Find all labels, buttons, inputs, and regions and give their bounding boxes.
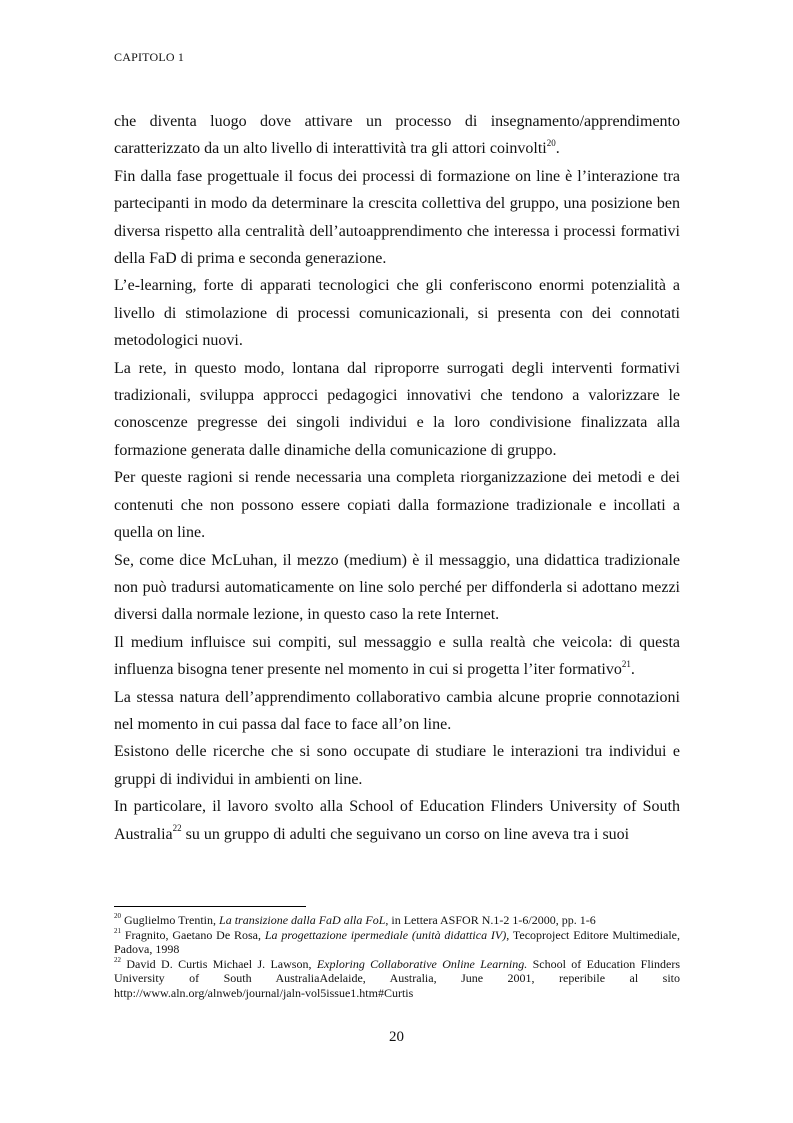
footnotes (114, 913, 680, 1000)
paragraph-4: La rete, in questo modo, lontana dal riproporre surrogati degli interventi formativi tradizionali, sviluppa approcci pedagogici innovativi che tendono a valorizzare le conoscenze pregresse dei singoli individui e la loro condivisione finalizzata alla formazione generata dalle dinamiche della comunicazione di gruppo. (114, 359, 680, 459)
page-number: 20 (389, 1029, 404, 1045)
paragraph-6: Se, come dice McLuhan, il mezzo (medium) è il messaggio, una didattica tradizionale non può tradursi automaticamente on line solo perché per diffonderla si adottano mezzi diversi dalla normale lezione, in questo caso la rete Internet. (114, 551, 680, 624)
paragraph-10: In particolare, il lavoro svolto alla School of Education Flinders University of South Australia$^{22}$ su un gruppo di adulti che seguivano un corso on line aveva tra i suoi (114, 798, 680, 843)
footnote-ref-20[interactable]: 20 (546, 138, 556, 149)
footnote-20: $^{20}$ Guglielmo Trentin, La transizione dalla FaD alla FoL, in Lettera ASFOR N.1-2 1-6/2000, pp. 1-6 (114, 912, 596, 927)
paragraph-7: Il medium influisce sui compiti, sul messaggio e sulla realtà che veicola: di questa influenza bisogna tener presente nel momento in cui si progetta l’iter formativo$^{21}$. (114, 633, 680, 679)
footnote-22: $^{22}$ David D. Curtis Michael J. Lawson, Exploring Collaborative Online Learning. School of Education Flinders University of South AustraliaAdelaide, Australia, June 2001, reperibile al sito http://www.aln.org/alnweb/journal/jaln-vol5issue1.htm#Curtis (114, 955, 680, 1000)
paragraph-1: che diventa luogo dove attivare un processo di insegnamento/apprendimento caratterizzato da un alto livello di interattività tra gli attori coinvolti$^{20}$. (114, 113, 680, 158)
body-text (114, 108, 680, 848)
paragraph-2: Fin dalla fase progettuale il focus dei processi di formazione on line è l’interazione tra partecipanti in modo da determinare la crescita collettiva del gruppo, una posizione ben diversa rispetto alla centralità dell’autoapprendimento che interessa i processi formativi della FaD di prima e seconda generazione. (114, 167, 680, 268)
running-header: CAPITOLO 1 (114, 50, 185, 64)
paragraph-3: L’e-learning, forte di apparati tecnologici che gli conferiscono enormi potenzialità a livello di stimolazione di processi comunicazionali, si presenta con dei connotati metodologici nuovi. (114, 277, 680, 350)
footnote-ref-22[interactable]: 22 (172, 823, 182, 834)
footnote-separator (114, 906, 306, 907)
paragraph-8: La stessa natura dell’apprendimento collaborativo cambia alcune proprie connotazioni nel momento in cui passa dal face to face all’on line. (114, 688, 680, 733)
footnote-ref-21[interactable]: 21 (621, 658, 631, 669)
paragraph-9: Esistono delle ricerche che si sono occupate di studiare le interazioni tra individui e gruppi di individui in ambienti on line. (114, 743, 680, 788)
paragraph-5: Per queste ragioni si rende necessaria una completa riorganizzazione dei metodi e dei contenuti che non possono essere copiati dalla formazione tradizionale e incollati a quella on line. (114, 469, 680, 542)
footnote-21: $^{21}$ Fragnito, Gaetano De Rosa, La progettazione ipermediale (unità didattica IV), Tecoproject Editore Multimediale, Padova, 1998 (114, 926, 681, 956)
